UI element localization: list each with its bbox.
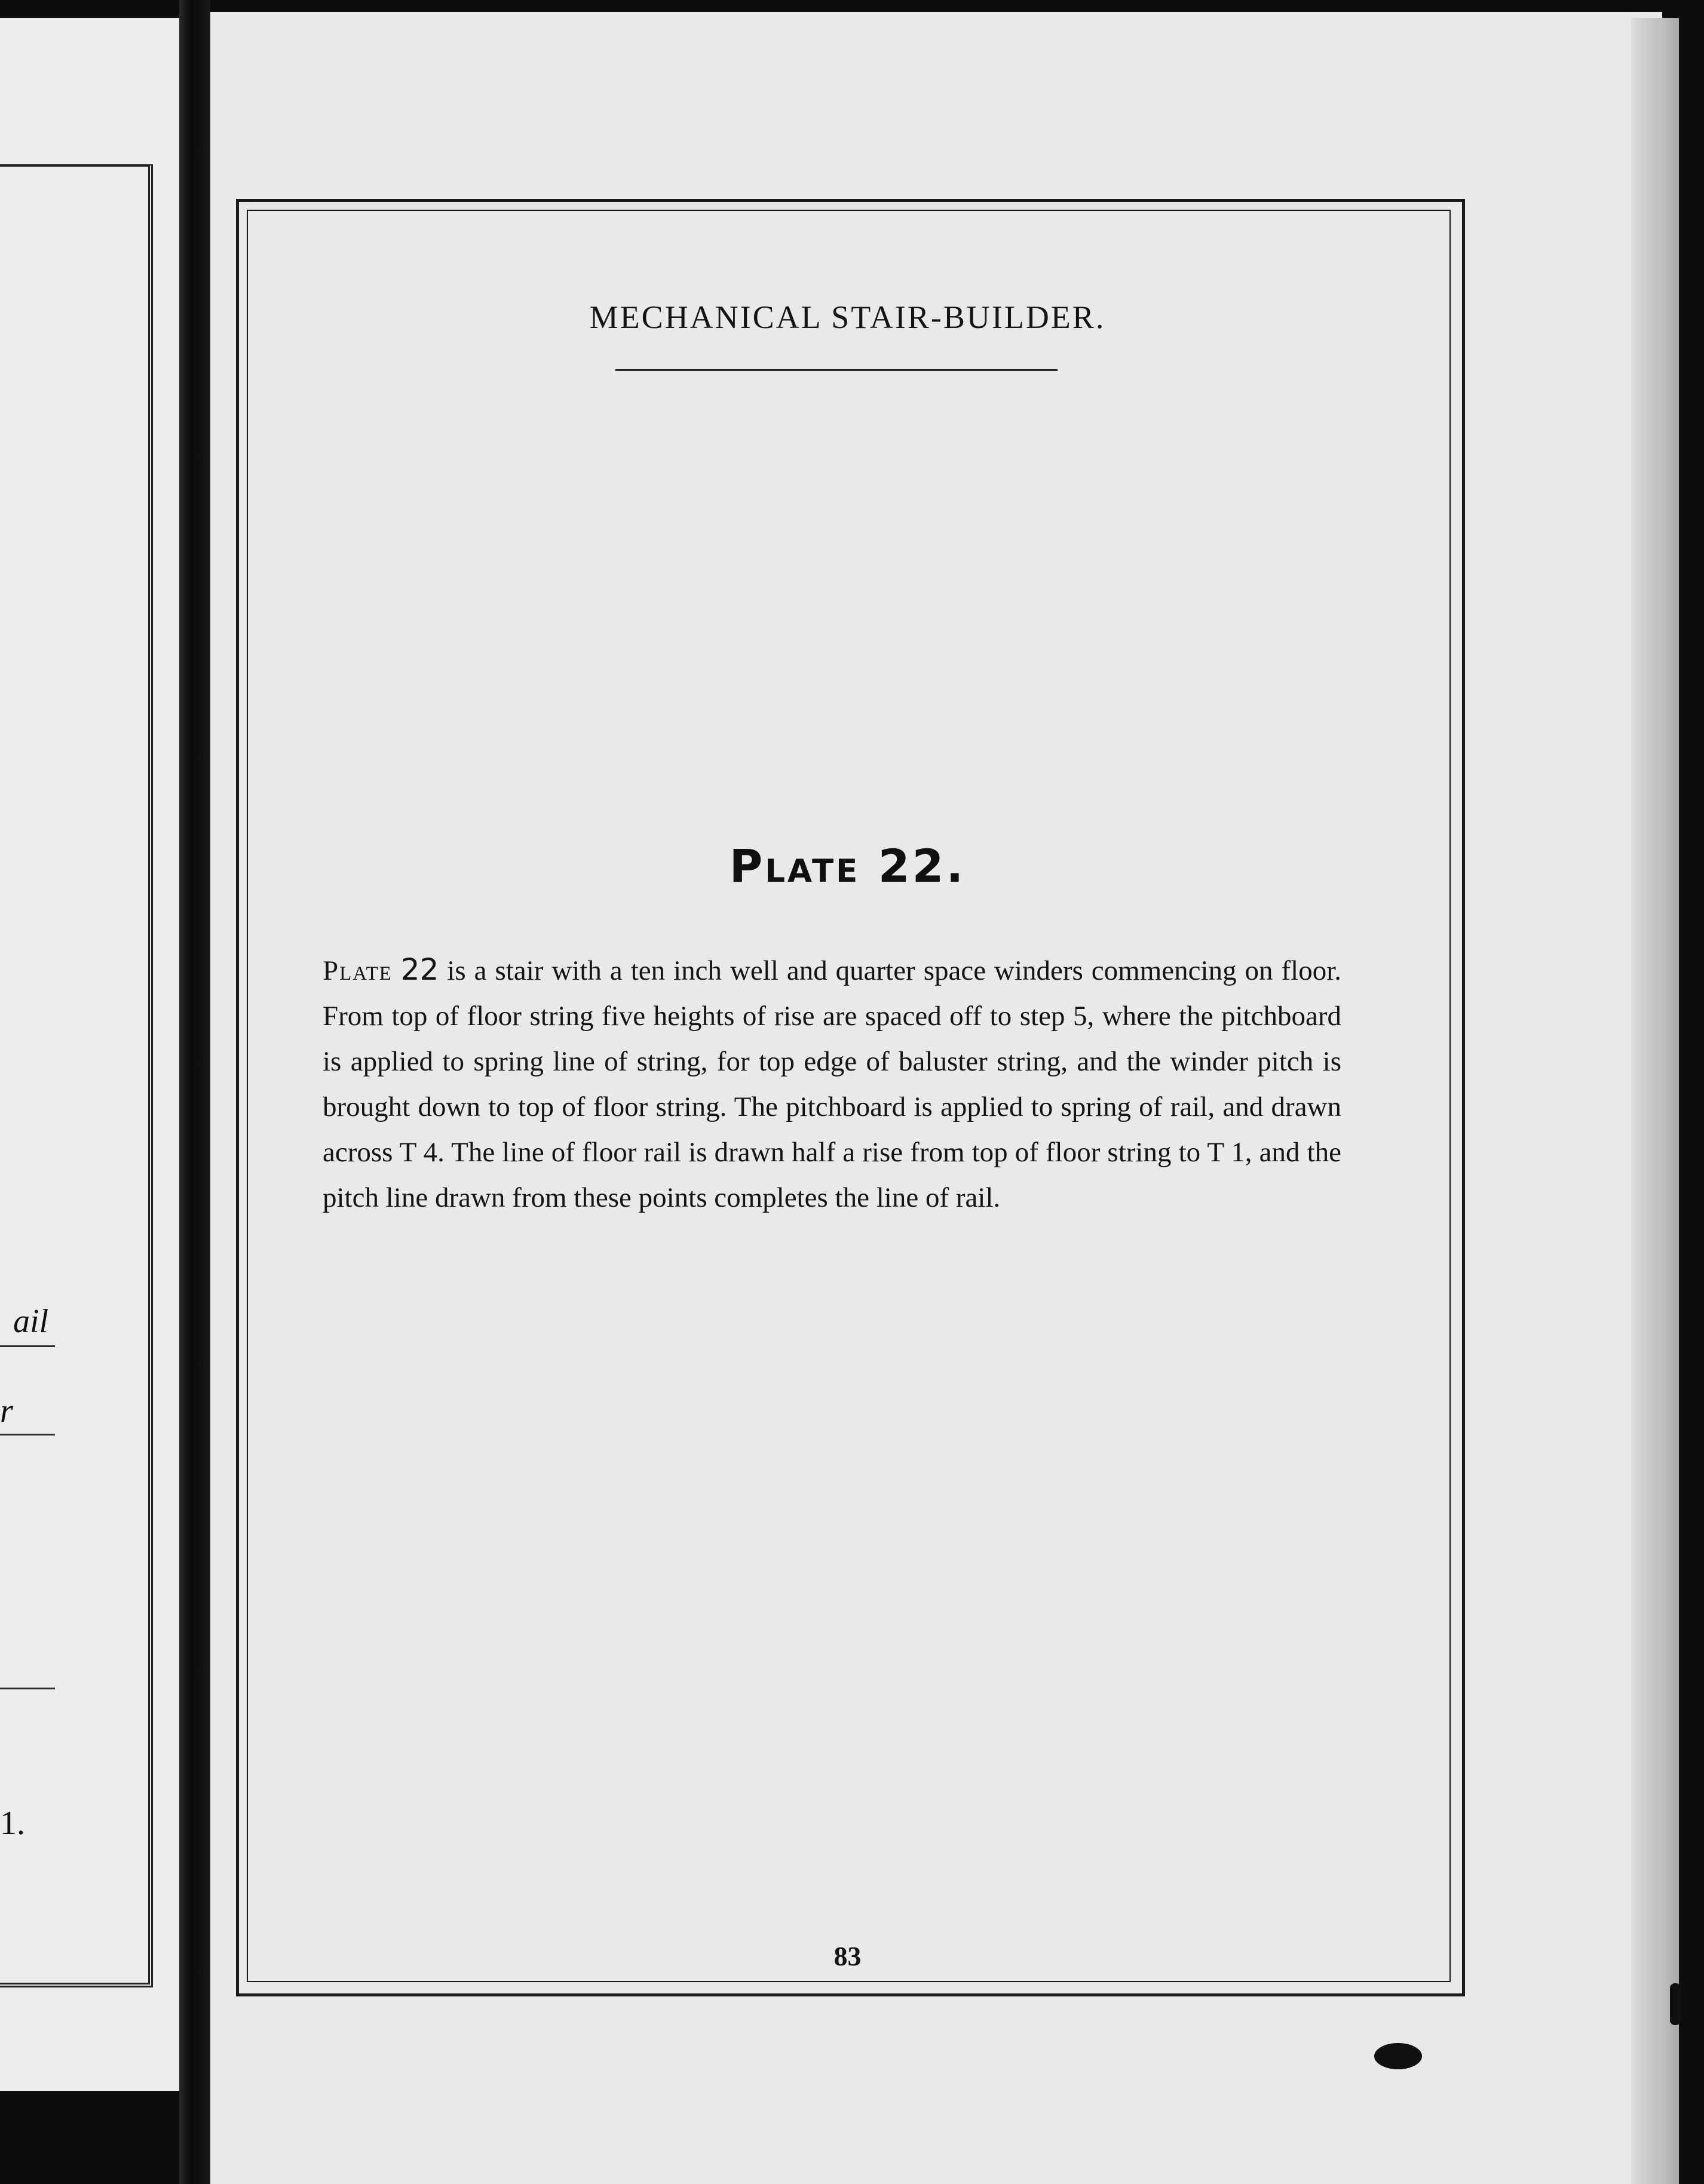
description-lead-word: Plate: [323, 955, 393, 986]
plate-title-number: 22.: [878, 839, 966, 892]
ink-blot: [1374, 2043, 1422, 2069]
plate-description: [323, 947, 1341, 1220]
book-gutter: [179, 0, 210, 2184]
facing-page-fragment: 1.: [0, 1805, 25, 1842]
description-text: is a stair with a ten inch well and quarter space winders commencing on floor. From top of floor string five heights of rise are spaced off to step 5, where the pitchboard is applied to spring line of string, for top edge of baluster string, and the winder pitch is brought down to top of floor string. The pitchboard is applied to spring of rail, and drawn across T 4. The line of floor rail is drawn half a rise from top of floor string to T 1, and the pitch line drawn from these points completes the line of rail.: [323, 955, 1342, 1213]
description-lead-number: 22: [400, 952, 439, 987]
plate-title: [247, 839, 1448, 892]
page-edge: [1631, 18, 1679, 2184]
facing-page-frame: [0, 164, 153, 1987]
running-head: MECHANICAL STAIR-BUILDER.: [589, 299, 1106, 335]
facing-page-fragment: r: [0, 1392, 13, 1430]
facing-page-rule: [0, 1345, 55, 1347]
plate-title-prefix: Plate: [729, 839, 860, 892]
facing-page-fragment: ail: [13, 1303, 49, 1340]
facing-page: [0, 18, 179, 2091]
running-head-rule: [615, 369, 1058, 371]
page-number: 83: [833, 1941, 862, 1971]
ink-blot: [1670, 1983, 1681, 2025]
facing-page-rule: [0, 1688, 55, 1689]
facing-page-rule: [0, 1434, 55, 1435]
